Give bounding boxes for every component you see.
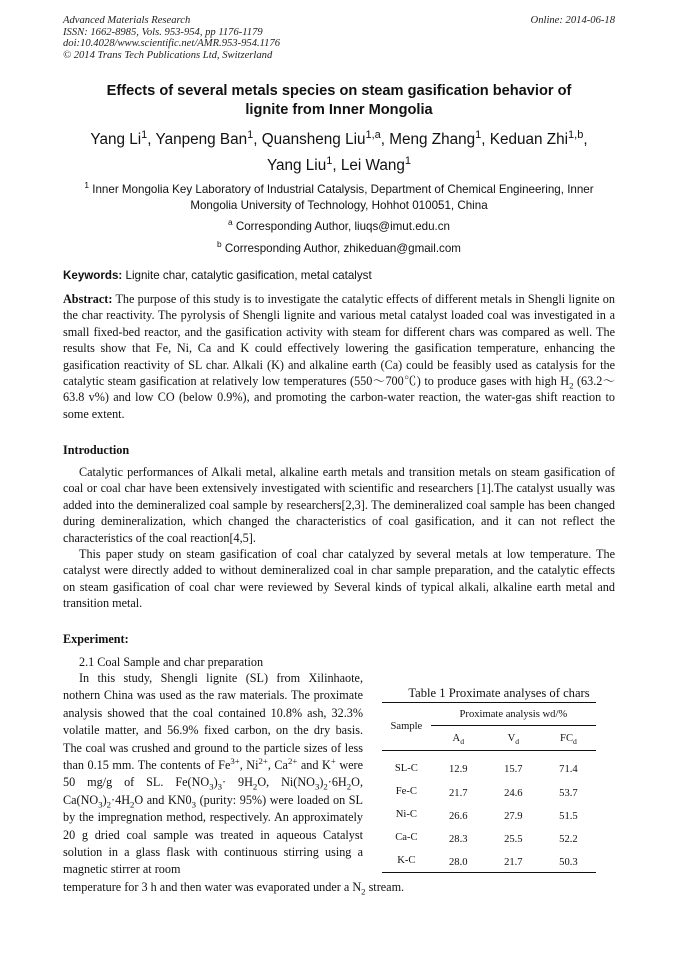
abstract-text-1: The purpose of this study is to investigate the catalytic effects of different metals in Shengli lignite on the char reactivity. The pyrolysis of Shengli lignite and various metal catalyst loaded coal was investigated in a small fixed-bed reactor, and the gasification activity with steam for different chars was compared as well. The results show that Fe, Ni, Ca and K could effectively lowering the gasification temperature, enhancing the gasification reactivity of SL char. Alkali (K) and alkaline earth (Ca) could be feasibly used as catalysis for the catalytic steam gasification at relatively low temperatures (550～700℃) to produce gases with high H xyxy=(63,292,615,389)
table-caption: Table 1 Proximate analyses of chars xyxy=(408,686,590,700)
table-header-sample: Sample xyxy=(382,703,431,751)
table-header-row xyxy=(382,703,596,726)
author-name: Yang Li xyxy=(90,131,142,148)
corresponding-text: Corresponding Author, zhikeduan@gmail.com xyxy=(224,242,461,255)
table-cell: 27.9 xyxy=(504,811,523,822)
author-affil-mark: 1 xyxy=(141,128,148,141)
exp-text: (purity: 95%) were loaded on SL by the impregnation method, respectively. An approximately 20 g dried coal sample was treated in aqueous Catalyst solution in a glass flask with continuous stirring using a magnetic stirrer at room xyxy=(63,792,363,877)
experiment-subheading: 2.1 Coal Sample and char preparation xyxy=(79,655,264,669)
table-cell: 24.6 xyxy=(504,788,523,799)
corresponding-author-a xyxy=(63,219,615,234)
proximate-analysis-table xyxy=(382,702,596,873)
table-cell: 51.5 xyxy=(559,811,578,822)
exp-sup: 2+ xyxy=(287,755,298,766)
keywords-text: Lignite char, catalytic gasification, metal catalyst xyxy=(125,269,372,282)
exp-text: , Ni xyxy=(239,758,259,773)
table-cell-sample: Fe-C xyxy=(395,786,417,797)
affiliation-mark: 1 xyxy=(84,180,90,191)
table-cell: 52.2 xyxy=(559,834,578,845)
exp-text: In this study, Shengli lignite (SL) from Xilinhaote, nothern China was used as the raw materials. The proximate analysis showed that the coal contained 10.8% ash, 32.3% volatile matter, and 56.9% fixed carbon, on the dry basis. The coal was crushed and ground to the particle sizes of less than 0.15 mm. The contents of Fe xyxy=(63,671,363,773)
exp-sub: 3 xyxy=(98,799,103,810)
exp-sub: 2 xyxy=(346,781,352,792)
author-name: Keduan Zhi xyxy=(489,131,569,148)
corresponding-mark: a xyxy=(227,217,233,228)
issn-line: ISSN: 1662-8985, Vols. 953-954, pp 1176-1179 xyxy=(63,26,263,38)
author-list xyxy=(63,127,615,179)
title-line-2: lignite from Inner Mongolia xyxy=(245,102,433,118)
exp-sub: 3 xyxy=(217,781,223,792)
exp-text: ·4H xyxy=(111,792,131,807)
keywords xyxy=(63,268,615,283)
col-sub: d xyxy=(460,736,465,746)
author-name: Quansheng Liu xyxy=(261,131,366,148)
exp-text: O, Ni(NO xyxy=(257,775,315,790)
experiment-heading: Experiment: xyxy=(63,632,129,646)
exp-text: · 9H xyxy=(222,775,253,790)
exp-text: O, Ca(NO xyxy=(63,775,363,807)
introduction-heading: Introduction xyxy=(63,443,130,457)
exp-sub: 2 xyxy=(323,781,328,792)
author-affil-mark: 1 xyxy=(404,154,412,167)
corresponding-author-b xyxy=(63,241,615,256)
author-name: Yang Liu xyxy=(266,157,327,174)
exp-sup: + xyxy=(330,755,336,766)
exp-text: temperature for 3 h and then water was evaporated under a N xyxy=(63,880,362,894)
exp-sub: 2 xyxy=(130,799,135,810)
exp-sup: 3+ xyxy=(230,755,240,766)
col-sub: d xyxy=(515,736,520,746)
exp-sub: 2 xyxy=(252,781,258,792)
col-label: V xyxy=(507,732,516,744)
table-cell-sample: Ca-C xyxy=(395,832,418,843)
table-cell-sample: K-C xyxy=(397,855,416,866)
author-affil-mark: 1 xyxy=(326,154,333,167)
experiment-paragraph xyxy=(63,670,363,879)
table-cell-sample: SL-C xyxy=(394,763,418,774)
exp-text: ) xyxy=(319,775,324,790)
paper-title xyxy=(63,82,615,120)
table-cell: 28.0 xyxy=(449,857,468,868)
abstract-subscript: 2 xyxy=(569,380,574,391)
author-affil-mark: 1 xyxy=(475,128,482,141)
author-line-1: Yang Li$^1$, Yanpeng Ban$^1$, Quansheng Liu$^{1,a}$, Meng Zhang$^1$, Keduan Zhi$^{1,b}$, xyxy=(90,128,588,148)
table-cell: 50.3 xyxy=(559,857,578,868)
table-header-vd xyxy=(486,726,541,751)
table-header-fcd xyxy=(541,726,596,751)
table-cell: 25.5 xyxy=(504,834,523,845)
table-row xyxy=(382,751,596,781)
exp-text: stream. xyxy=(365,880,405,894)
table-cell: 15.7 xyxy=(504,764,523,775)
online-date: Online: 2014-06-18 xyxy=(530,15,615,26)
exp-text: ) xyxy=(102,792,107,807)
author-line-2: Yang Liu$^1$, Lei Wang$^1$ xyxy=(266,154,412,174)
table-cell: 21.7 xyxy=(449,788,468,799)
exp-text: O and KN0 xyxy=(134,792,192,807)
exp-text: , Ca xyxy=(267,758,288,773)
table-row xyxy=(382,849,596,873)
author-affil-mark: 1,a xyxy=(365,128,381,141)
exp-sub: 3 xyxy=(314,781,320,792)
abstract xyxy=(63,291,615,422)
journal-name: Advanced Materials Research xyxy=(63,15,191,26)
exp-text: were 50 mg/g of SL. Fe(NO xyxy=(63,758,364,790)
exp-sub: 3 xyxy=(209,781,214,792)
introduction-paragraph-2: This paper study on steam gasification of coal char catalyzed by several metals at low temperature. The catalyst were directly added to without demineralized coal in char sample preparation, and the catalytic effects on steam gasification of coal char were reviewed by Several kinds of typical alkali, alkaline earth metal and transition metal. xyxy=(63,547,615,611)
table-cell: 53.7 xyxy=(559,788,578,799)
exp-sub: 3 xyxy=(191,799,197,810)
keywords-label: Keywords: xyxy=(63,269,123,282)
doi-line: doi:10.4028/www.scientific.net/AMR.953-954.1176 xyxy=(63,38,281,50)
table-cell: 21.7 xyxy=(504,857,523,868)
exp-sup: 2+ xyxy=(258,755,268,766)
affiliation-text: Inner Mongolia Key Laboratory of Industrial Catalysis, Department of Chemical Engineering, Inner Mongolia University of Technology, Hohhot 010051, China xyxy=(92,183,594,212)
table-header-group: Proximate analysis wd/% xyxy=(431,703,596,726)
title-line-1: Effects of several metals species on steam gasification behavior of xyxy=(106,83,572,99)
exp-text: and K xyxy=(297,758,331,773)
table-row xyxy=(382,803,596,826)
table-cell: 12.9 xyxy=(449,764,468,775)
affiliation xyxy=(63,182,615,213)
abstract-label: Abstract: xyxy=(63,292,113,306)
corresponding-text: Corresponding Author, liuqs@imut.edu.cn xyxy=(235,220,450,233)
abstract-text-2: (63.2～63.8 v%) and low CO (below 0.9%), and promoting the carbon-water reaction, the water-gas shift reaction to some extent. xyxy=(63,374,615,421)
exp-text: ·6H xyxy=(327,775,347,790)
author-name: Lei Wang xyxy=(340,157,405,174)
table-cell: 71.4 xyxy=(559,764,578,775)
table-cell: 28.3 xyxy=(449,834,468,845)
col-sub: d xyxy=(573,736,577,746)
author-name: Meng Zhang xyxy=(389,131,476,148)
author-affil-mark: 1,b xyxy=(568,128,584,141)
table-header-ad xyxy=(431,726,486,751)
exp-text: ) xyxy=(213,775,218,790)
introduction-paragraph-1: Catalytic performances of Alkali metal, alkaline earth metals and transition metals on steam gasification of coal or coal char have been extensively investigated with scientific and researchers [1].The catalyst usually was added into the demineralized coal sample by researchers[2,3]. The demineralized coal sample has been changed during demineralization, which changed the characteristics of coal gasification, and it can not reflect the characteristics of the coal reaction[4,5]. xyxy=(63,465,615,545)
table-row xyxy=(382,826,596,849)
exp-sub: 2 xyxy=(361,886,366,897)
table-row xyxy=(382,780,596,803)
table-cell: 26.6 xyxy=(449,811,468,822)
author-name: Yanpeng Ban xyxy=(155,131,248,148)
col-label: A xyxy=(452,732,461,744)
exp-sub: 2 xyxy=(106,799,112,810)
journal-header xyxy=(63,15,280,61)
corresponding-mark: b xyxy=(217,239,222,250)
table-cell-sample: Ni-C xyxy=(395,809,417,820)
col-label: FC xyxy=(560,732,574,744)
experiment-last-line xyxy=(63,879,615,895)
introduction-body xyxy=(63,464,615,612)
copyright-line: © 2014 Trans Tech Publications Ltd, Switzerland xyxy=(63,49,273,61)
author-affil-mark: 1 xyxy=(247,128,254,141)
